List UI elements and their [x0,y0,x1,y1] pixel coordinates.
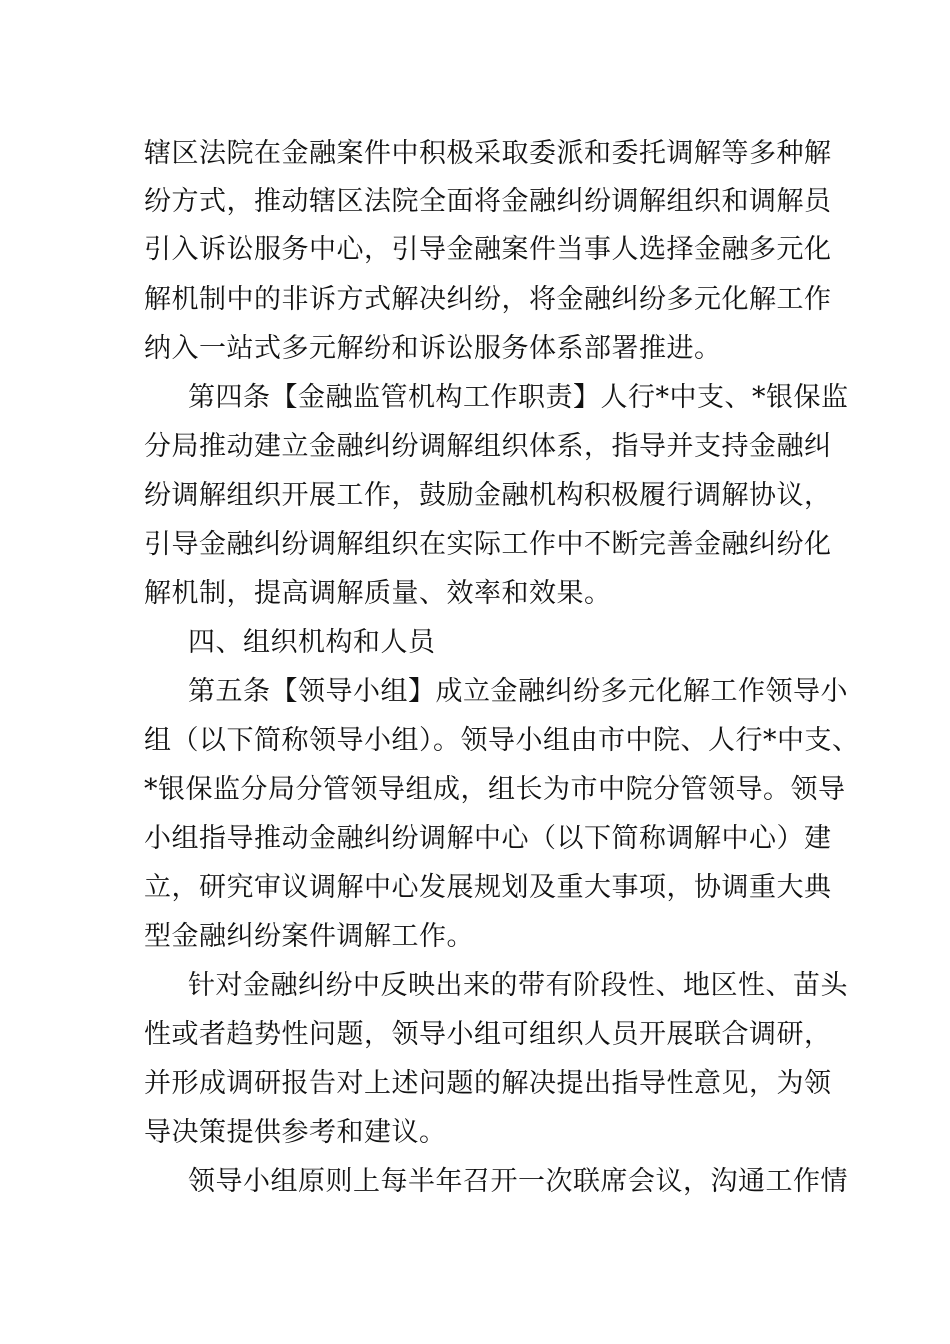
text-line: 立，研究审议调解中心发展规划及重大事项，协调重大典 [144,872,832,903]
text-line: 纷方式，推动辖区法院全面将金融纠纷调解组织和调解员 [144,186,832,217]
text-line: 组（以下简称领导小组）。领导小组由市中院、人行*中支、 [144,725,860,756]
text-line: 纳入一站式多元解纷和诉讼服务体系部署推进。 [144,333,722,364]
text-line: 辖区法院在金融案件中积极采取委派和委托调解等多种解 [144,138,832,169]
paragraph-start: 领导小组原则上每半年召开一次联席会议，沟通工作情 [188,1166,848,1197]
text-line: 纷调解组织开展工作，鼓励金融机构积极履行调解协议， [144,480,832,511]
text-line: 分局推动建立金融纠纷调解组织体系，指导并支持金融纠 [144,431,832,462]
text-line: 引导金融纠纷调解组织在实际工作中不断完善金融纠纷化 [144,529,832,560]
text-line: 引入诉讼服务中心，引导金融案件当事人选择金融多元化 [144,234,832,265]
article-4-heading: 第四条【金融监管机构工作职责】人行*中支、*银保监 [188,382,849,413]
text-line: 小组指导推动金融纠纷调解中心（以下简称调解中心）建 [144,823,832,854]
section-heading: 四、组织机构和人员 [188,627,436,658]
article-5-heading: 第五条【领导小组】成立金融纠纷多元化解工作领导小 [188,676,848,707]
text-line: 解机制，提高调解质量、效率和效果。 [144,578,612,609]
text-line: 型金融纠纷案件调解工作。 [144,921,474,952]
text-line: 解机制中的非诉方式解决纠纷，将金融纠纷多元化解工作 [144,284,832,315]
text-line: *银保监分局分管领导组成，组长为市中院分管领导。领导 [144,774,846,805]
text-line: 性或者趋势性问题，领导小组可组织人员开展联合调研， [144,1019,832,1050]
text-line: 并形成调研报告对上述问题的解决提出指导性意见，为领 [144,1068,832,1099]
paragraph-start: 针对金融纠纷中反映出来的带有阶段性、地区性、苗头 [188,970,848,1001]
text-line: 导决策提供参考和建议。 [144,1117,447,1148]
